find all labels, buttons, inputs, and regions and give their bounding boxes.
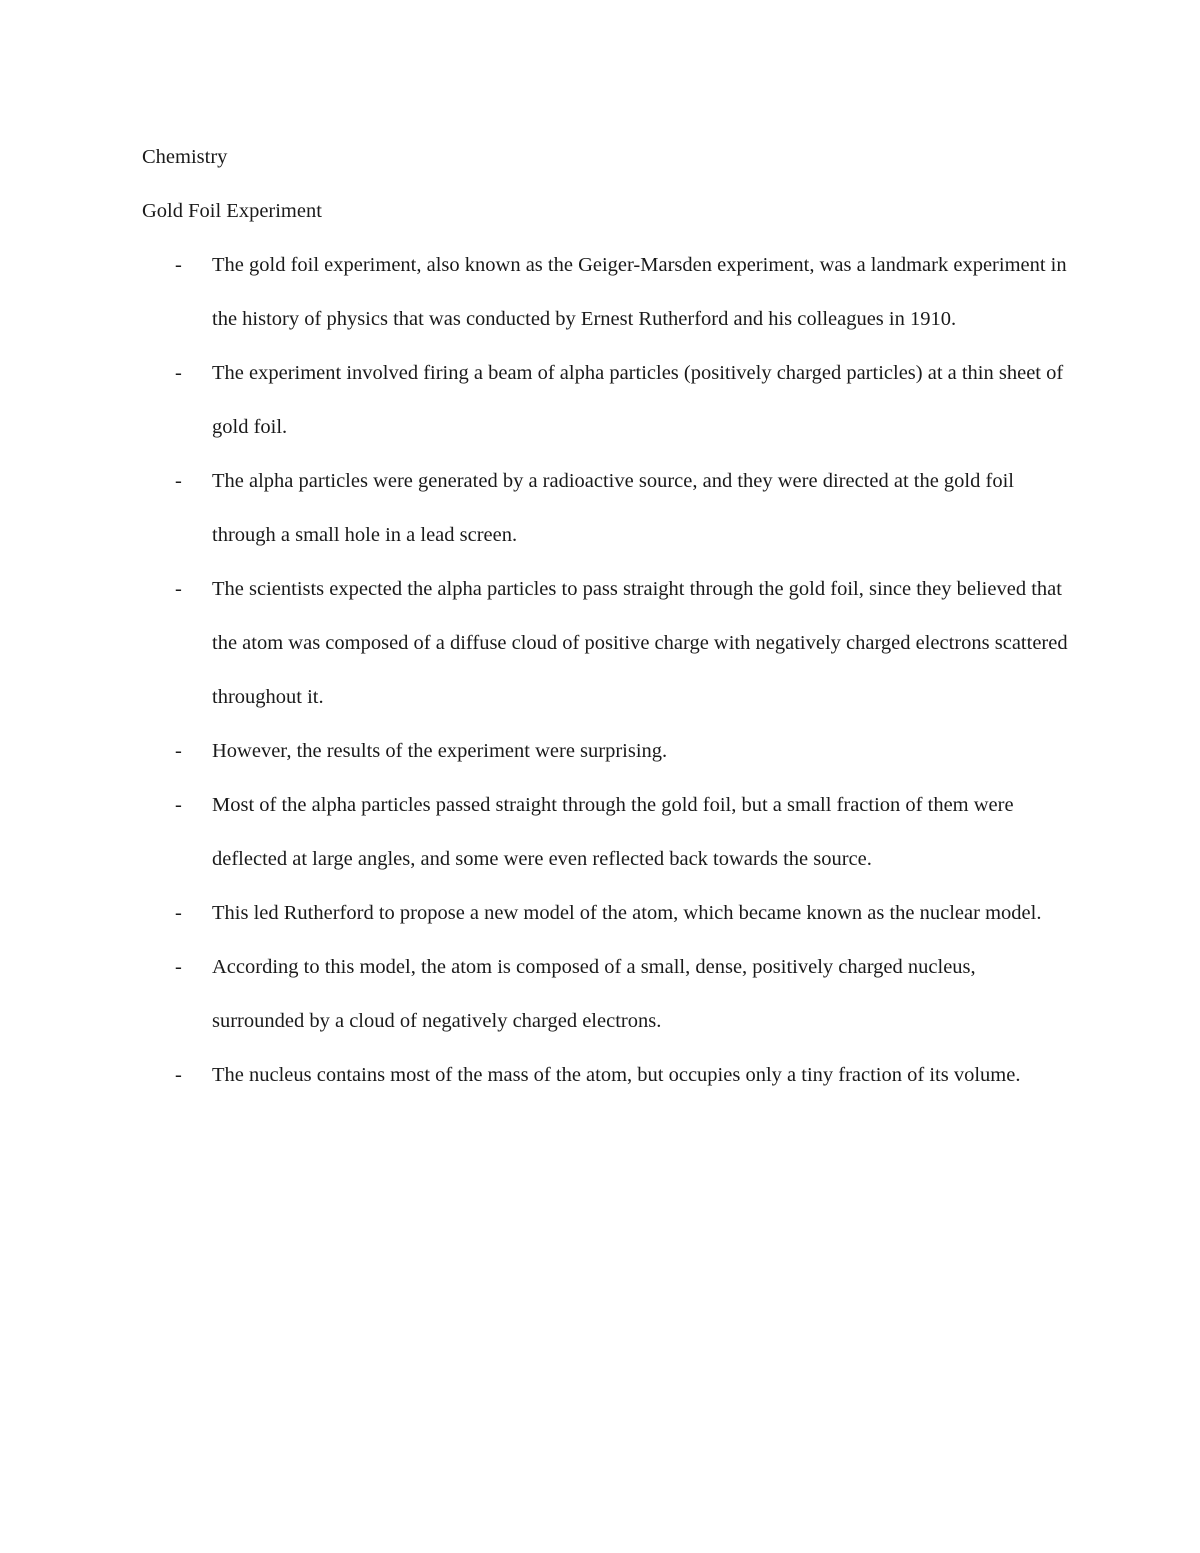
list-item bbox=[142, 346, 1072, 454]
bullet-text: The alpha particles were generated by a radioactive source, and they were directed at the gold foil through a small hole in a lead screen. bbox=[212, 470, 1014, 546]
bullet-text: The nucleus contains most of the mass of the atom, but occupies only a tiny fraction of its volume. bbox=[212, 1064, 1021, 1086]
list-item bbox=[142, 454, 1072, 562]
list-item bbox=[142, 1048, 1072, 1102]
bullet-dash: - bbox=[175, 794, 182, 816]
bullet-dash: - bbox=[175, 740, 182, 762]
document-subheading: Gold Foil Experiment bbox=[142, 200, 322, 222]
bullet-text: The experiment involved firing a beam of alpha particles (positively charged particles) at a thin sheet of gold foil. bbox=[212, 362, 1064, 438]
list-item bbox=[142, 886, 1072, 940]
bullet-text: This led Rutherford to propose a new model of the atom, which became known as the nuclear model. bbox=[212, 902, 1042, 924]
list-item bbox=[142, 238, 1072, 346]
bullet-text: However, the results of the experiment were surprising. bbox=[212, 740, 668, 762]
bullet-dash: - bbox=[175, 578, 182, 600]
list-item bbox=[142, 778, 1072, 886]
document-body bbox=[142, 130, 1072, 1102]
bullet-text: The gold foil experiment, also known as the Geiger-Marsden experiment, was a landmark experiment in the history of physics that was conducted by Ernest Rutherford and his colleagues in 1910. bbox=[212, 254, 1067, 330]
bullet-dash: - bbox=[175, 254, 182, 276]
bullet-dash: - bbox=[175, 956, 182, 978]
bullet-text: Most of the alpha particles passed straight through the gold foil, but a small fraction of them were deflected at large angles, and some were even reflected back towards the source. bbox=[212, 794, 1014, 870]
list-item bbox=[142, 562, 1072, 724]
bullet-text: The scientists expected the alpha particles to pass straight through the gold foil, since they believed that the atom was composed of a diffuse cloud of positive charge with negatively charged electrons scattered throughout it. bbox=[212, 578, 1068, 708]
bullet-dash: - bbox=[175, 902, 182, 924]
bullet-list bbox=[142, 238, 1072, 1102]
list-item bbox=[142, 940, 1072, 1048]
bullet-text: According to this model, the atom is composed of a small, dense, positively charged nucleus, surrounded by a cloud of negatively charged electrons. bbox=[212, 956, 976, 1032]
bullet-dash: - bbox=[175, 470, 182, 492]
bullet-dash: - bbox=[175, 362, 182, 384]
list-item bbox=[142, 724, 1072, 778]
document-heading: Chemistry bbox=[142, 146, 228, 168]
bullet-dash: - bbox=[175, 1064, 182, 1086]
